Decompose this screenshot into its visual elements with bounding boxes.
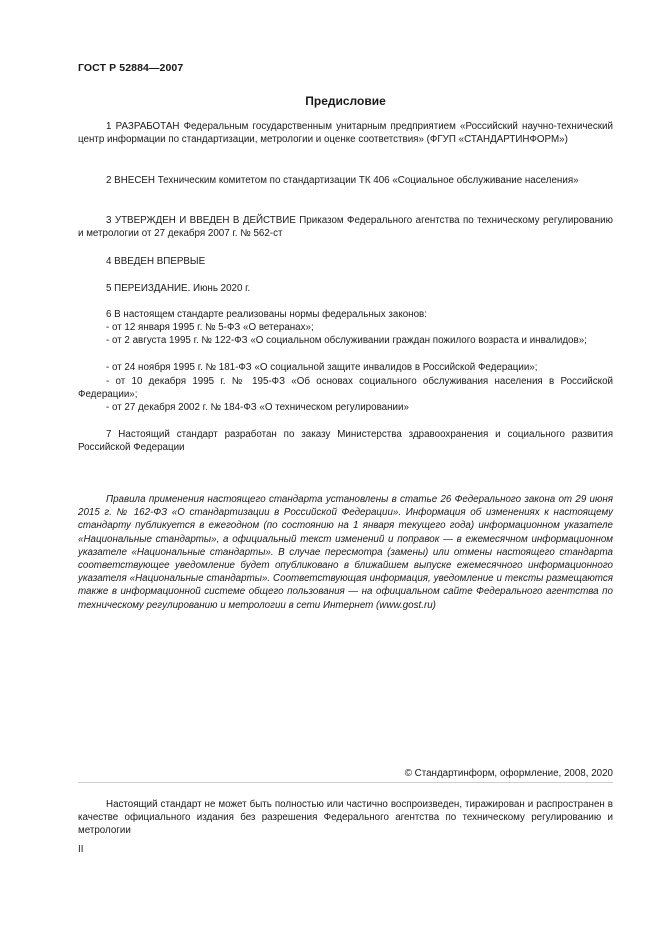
item-1: 1 РАЗРАБОТАН Федеральным государственным унитарным предприятием «Российский научно-технический центр информации по стандартизации, метрологии и оценке соответствия» (ФГУП «СТАНДАРТИНФОРМ») [78,121,613,146]
item-6: 6 В настоящем стандарте реализованы нормы федеральных законов: [106,309,427,320]
law-item: - от 24 ноября 1995 г. № 181-ФЗ «О социальной защите инвалидов в Российской Федерации»; [106,362,538,373]
divider [78,782,613,783]
page-title: Предисловие [305,94,386,108]
law-item: - от 2 августа 1995 г. № 122-ФЗ «О социальном обслуживании граждан пожилого возраста и инвалидов»; [106,335,587,346]
document-code: ГОСТ Р 52884—2007 [78,62,184,74]
copyright: © Стандартинформ, оформление, 2008, 2020 [404,768,613,779]
law-item: - от 10 декабря 1995 г. № 195-ФЗ «Об основах социального обслуживания населения в Российской Федерации»; [78,376,613,401]
item-4: 4 ВВЕДЕН ВПЕРВЫЕ [106,256,206,267]
law-item: - от 27 декабря 2002 г. № 184-ФЗ «О техническом регулировании» [106,402,409,413]
reproduction-notice: Настоящий стандарт не может быть полностью или частично воспроизведен, тиражирован и распространен в качестве официального издания без разрешения Федерального агентства по техническому регулированию и метрологии [78,799,613,837]
law-item: - от 12 января 1995 г. № 5-ФЗ «О ветеранах»; [106,322,314,333]
standard-notice: Правила применения настоящего стандарта установлены в статье 26 Федерального закона от 29 июня 2015 г. № 162-ФЗ «О стандартизации в Российской Федерации». Информация об изменениях к настоящему стандарту публикуется в ежегодном (по состоянию на 1 января текущего года) информационном указателе «Национальные стандарты», а официальный текст изменений и поправок — в ежемесячном информационном указателе «Национальные стандарты». В случае пересмотра (замены) или отмены настоящего стандарта соответствующее уведомление будет опубликовано в ближайшем выпуске ежемесячного информационного указателя «Национальные стандарты». Соответствующая информация, уведомление и тексты размещаются также в информационной системе общего пользования — на официальном сайте Федерального агентства по техническому регулированию и метрологии в сети Интернет (www.gost.ru) [78,494,613,611]
item-5: 5 ПЕРЕИЗДАНИЕ. Июнь 2020 г. [106,283,251,294]
page-number: II [78,844,84,855]
item-7: 7 Настоящий стандарт разработан по заказу Министерства здравоохранения и социального развития Российской Федерации [78,429,613,454]
item-3: 3 УТВЕРЖДЕН И ВВЕДЕН В ДЕЙСТВИЕ Приказом Федерального агентства по техническому регулированию и метрологии от 27 декабря 2007 г. № 562-ст [78,215,613,240]
item-2: 2 ВНЕСЕН Техническим комитетом по стандартизации ТК 406 «Социальное обслуживание населения» [106,175,579,186]
